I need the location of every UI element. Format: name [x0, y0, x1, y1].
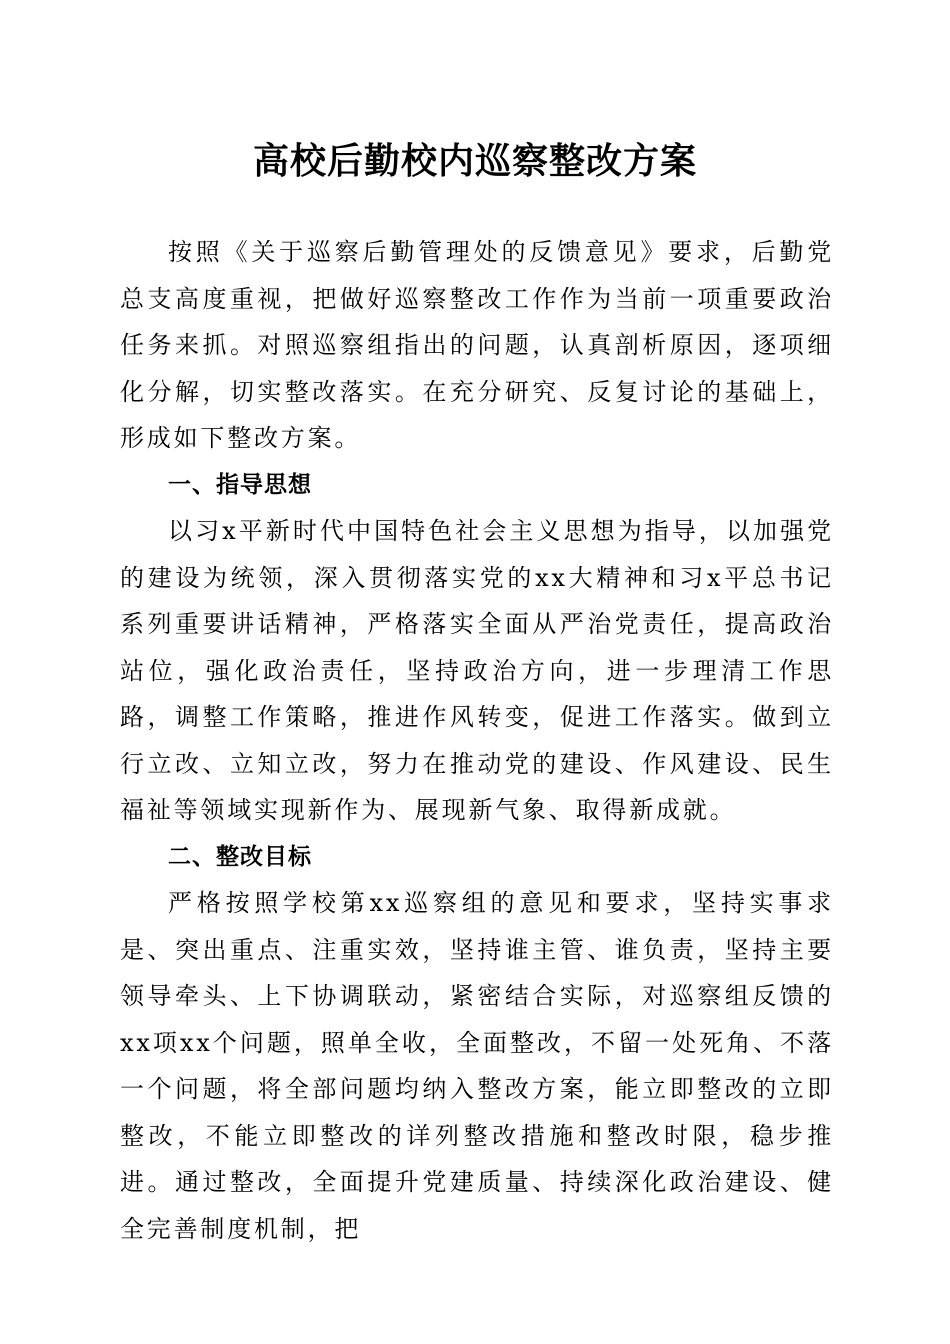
document-body	[120, 229, 834, 1252]
section-heading-rectification-goals: 二、整改目标	[168, 843, 312, 870]
section-paragraph-guiding-ideology: 以习x平新时代中国特色社会主义思想为指导，以加强党的建设为统领，深入贯彻落实党的xx大精神和习x平总书记系列重要讲话精神，严格落实全面从严治党责任，提高政治站位，强化政治责任，坚持政治方向，进一步理清工作思路，调整工作策略，推进作风转变，促进工作落实。做到立行立改、立知立改，努力在推动党的建设、作风建设、民生福祉等领域实现新作为、展现新气象、取得新成就。	[120, 517, 834, 824]
intro-paragraph: 按照《关于巡察后勤管理处的反馈意见》要求，后勤党总支高度重视，把做好巡察整改工作作为当前一项重要政治任务来抓。对照巡察组指出的问题，认真剖析原因，逐项细化分解，切实整改落实。在充分研究、反复讨论的基础上，形成如下整改方案。	[120, 238, 834, 452]
document-title: 高校后勤校内巡察整改方案	[252, 140, 697, 182]
section-paragraph-rectification-goals: 严格按照学校第xx巡察组的意见和要求，坚持实事求是、突出重点、注重实效，坚持谁主管、谁负责，坚持主要领导牵头、上下协调联动，紧密结合实际，对巡察组反馈的xx项xx个问题，照单全收，全面整改，不留一处死角、不落一个问题，将全部问题均纳入整改方案，能立即整改的立即整改，不能立即整改的详列整改措施和整改时限，稳步推进。通过整改，全面提升党建质量、持续深化政治建设、健全完善制度机制，把	[120, 889, 834, 1243]
section-heading-guiding-ideology: 一、指导思想	[168, 471, 312, 498]
